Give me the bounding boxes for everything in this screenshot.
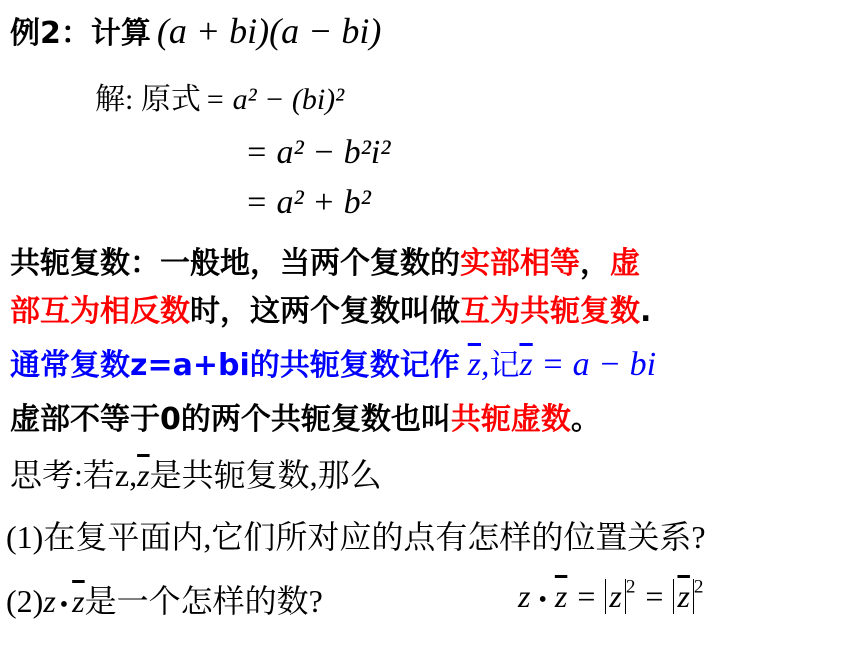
solution-step-1: = a² − (bi)² bbox=[204, 83, 345, 116]
question-1 bbox=[6, 512, 706, 558]
example-heading bbox=[10, 8, 381, 52]
formula-abs-zbar-inner: $\overline{z}$ bbox=[677, 578, 690, 614]
question-2-number: (2) bbox=[6, 583, 44, 619]
formula-equals-1: = bbox=[577, 578, 596, 614]
definition-highlight-imag-start: 虚 bbox=[610, 246, 640, 281]
modulus-formula bbox=[518, 578, 704, 615]
formula-abs-zbar bbox=[673, 579, 693, 614]
imaginary-text: 虚部不等于0的两个共轭复数也叫 bbox=[10, 402, 451, 437]
question-1-number: (1) bbox=[6, 519, 44, 555]
imaginary-line bbox=[10, 394, 601, 438]
definition-line-1 bbox=[10, 238, 640, 282]
solution-step-2: = a² − b²i² bbox=[245, 134, 391, 171]
formula-square-1: 2 bbox=[625, 576, 636, 598]
formula-zbar: $\overline{z}$ bbox=[554, 578, 568, 614]
formula-dot: • bbox=[538, 587, 547, 613]
definition-period: . bbox=[640, 294, 652, 329]
definition-highlight-imag: 部互为相反数 bbox=[10, 294, 190, 329]
question-2-text: 是一个怎样的数? bbox=[84, 583, 323, 619]
notation-equation: = a − bi bbox=[532, 346, 657, 383]
imaginary-period: 。 bbox=[570, 402, 601, 437]
formula-abs-z: z bbox=[605, 579, 625, 614]
definition-line-2 bbox=[10, 286, 651, 330]
question-2 bbox=[6, 576, 323, 622]
think-zbar: $\overline{z}$ bbox=[137, 457, 150, 493]
definition-highlight-real: 实部相等 bbox=[460, 246, 580, 281]
notation-zbar-2: $\overline{z}$ bbox=[519, 346, 533, 383]
question-2-dot: • bbox=[59, 592, 69, 618]
question-2-zbar: $\overline{z}$ bbox=[72, 583, 85, 619]
think-line bbox=[10, 450, 382, 496]
example-expression: (a + bi)(a − bi) bbox=[156, 11, 382, 51]
definition-term: 互为共轭复数 bbox=[460, 294, 640, 329]
notation-zbar-1: $\overline{z}$ bbox=[467, 346, 481, 383]
think-text-2: 是共轭复数,那么 bbox=[149, 457, 382, 493]
question-2-z: z bbox=[43, 583, 56, 619]
definition-text-1: 共轭复数：一般地，当两个复数的 bbox=[10, 246, 460, 281]
definition-text-2: 时，这两个复数叫做 bbox=[190, 294, 460, 329]
notation-ji: 记 bbox=[489, 348, 520, 383]
formula-equals-2: = bbox=[645, 578, 664, 614]
definition-comma: ， bbox=[580, 246, 610, 281]
solution-step-3: = a² + b² bbox=[245, 184, 371, 221]
formula-z: z bbox=[518, 578, 531, 614]
solution-label: 解: 原式 bbox=[95, 83, 201, 116]
notation-line bbox=[10, 340, 656, 384]
solution-line-1 bbox=[95, 74, 344, 118]
notation-separator: , bbox=[480, 346, 490, 383]
formula-square-2: 2 bbox=[693, 576, 704, 598]
question-1-text: 在复平面内,它们所对应的点有怎样的位置关系? bbox=[43, 519, 706, 555]
notation-text: 通常复数z=a+bi的共轭复数记作 bbox=[10, 348, 460, 383]
imaginary-term: 共轭虚数 bbox=[450, 402, 571, 437]
think-text-1: 思考:若z, bbox=[10, 457, 138, 493]
example-label: 例2：计算 bbox=[10, 16, 151, 51]
